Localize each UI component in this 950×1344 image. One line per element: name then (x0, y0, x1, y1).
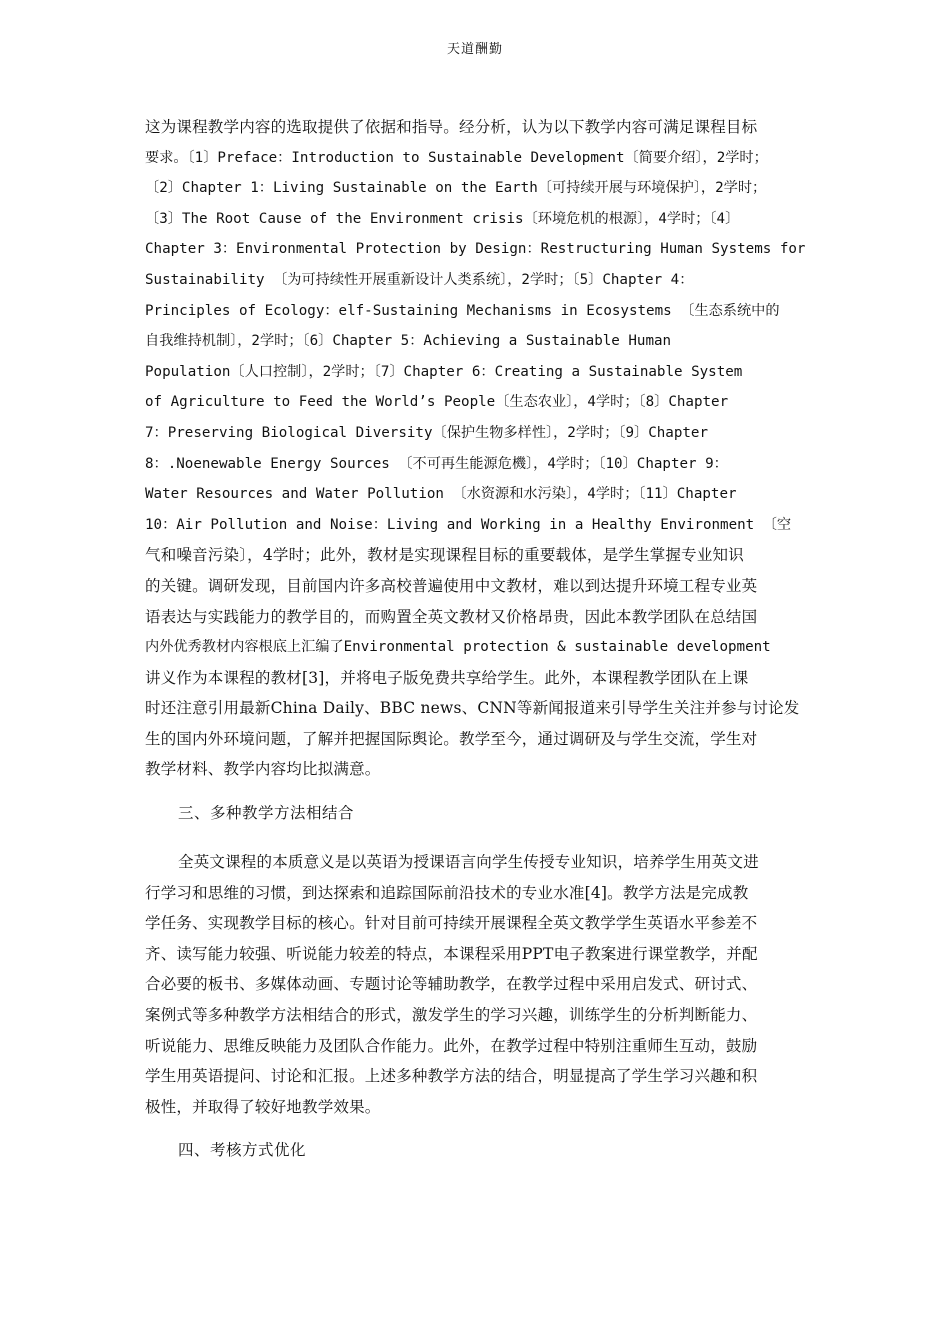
text-line: 内外优秀教材内容根底上汇编了Environmental protection & sustainable development (145, 639, 771, 656)
text-line: 这为课程教学内容的选取提供了依据和指导。经分析，认为以下教学内容可满足课程目标 (145, 118, 758, 136)
paragraph-teaching-content (145, 112, 807, 785)
text-line: 学任务、实现教学目标的核心。针对目前可持续开展课程全英文教学学生英语水平参差不 (145, 914, 758, 933)
text-line: 的关键。调研发现，目前国内许多高校普遍使用中文教材，难以到达提升环境工程专业英 (145, 576, 758, 595)
text-line: 生的国内外环境问题，了解并把握国际舆论。教学至今，通过调研及与学生交流，学生对 (145, 729, 758, 748)
section-heading-assessment: 四、考核方式优化 (178, 1141, 307, 1159)
text-line: 〔3〕The Root Cause of the Environment crisis〔环境危机的根源〕，4学时；〔4〕 (145, 210, 740, 227)
text-line: 气和噪音污染〕，4学时；此外，教材是实现课程目标的重要载体，是学生掌握专业知识 (145, 546, 744, 565)
text-line: 语表达与实践能力的教学目的，而购置全英文教材又价格昂贵，因此本教学团队在总结国 (145, 607, 758, 626)
text-line: Population〔人口控制〕，2学时；〔7〕Chapter 6：Creating a Sustainable System (145, 363, 743, 380)
text-line: 自我维持机制〕，2学时；〔6〕Chapter 5：Achieving a Sustainable Human (145, 333, 672, 350)
text-line: 学生用英语提问、讨论和汇报。上述多种教学方法的结合，明显提高了学生学习兴趣和积 (145, 1067, 758, 1086)
text-line: 讲义作为本课程的教材[3]，并将电子版免费共享给学生。此外，本课程教学团队在上课 (145, 668, 749, 687)
text-line: 10：Air Pollution and Noise：Living and Working in a Healthy Environment 〔空 (145, 516, 792, 533)
text-line: 听说能力、思维反映能力及团队合作能力。此外，在教学过程中特别注重师生互动，鼓励 (145, 1036, 758, 1055)
text-line: Water Resources and Water Pollution 〔水资源和水污染〕，4学时；〔11〕Chapter (145, 486, 737, 503)
text-line: 齐、读写能力较强、听说能力较差的特点，本课程采用PPT电子教案进行课堂教学，并配 (145, 944, 758, 963)
text-line: 全英文课程的本质意义是以英语为授课语言向学生传授专业知识，培养学生用英文进 (178, 853, 759, 871)
text-line: 极性，并取得了较好地教学效果。 (145, 1097, 381, 1116)
text-line: Chapter 3：Environmental Protection by Design：Restructuring Human Systems for (145, 241, 806, 258)
page-header: 天道酬勤 (446, 42, 503, 57)
text-line: 要求。〔1〕Preface：Introduction to Sustainable Development〔简要介绍〕，2学时； (145, 149, 768, 166)
text-line: 8：.Noenewable Energy Sources 〔不可再生能源危機〕，4学时；〔10〕Chapter 9： (145, 455, 728, 472)
text-line: Principles of Ecology：elf-Sustaining Mechanisms in Ecosystems 〔生态系统中的 (145, 302, 780, 319)
text-line: of Agriculture to Feed the World’s People〔生态农业〕，4学时；〔8〕Chapter (145, 394, 729, 411)
text-line: 7：Preserving Biological Diversity〔保护生物多样性〕，2学时；〔9〕Chapter (145, 424, 709, 441)
text-line: 教学材料、教学内容均比拟满意。 (145, 760, 381, 779)
text-line: 时还注意引用最新China Daily、BBC news、CNN等新闻报道来引导学生关注并参与讨论发 (145, 699, 800, 718)
text-line: 行学习和思维的习惯，到达探索和追踪国际前沿技术的专业水准[4]。教学方法是完成教 (145, 883, 749, 902)
text-line: 〔2〕Chapter 1：Living Sustainable on the Earth〔可持续开展与环境保护〕，2学时； (145, 180, 767, 197)
text-line: Sustainability 〔为可持续性开展重新设计人类系统〕，2学时；〔5〕Chapter 4： (145, 271, 694, 288)
section-heading-teaching-methods: 三、多种教学方法相结合 (178, 804, 355, 822)
paragraph-teaching-methods (145, 847, 807, 1122)
text-line: 合必要的板书、多媒体动画、专题讨论等辅助教学，在教学过程中采用启发式、研讨式、 (145, 975, 758, 994)
text-line: 案例式等多种教学方法相结合的形式，激发学生的学习兴趣，训练学生的分析判断能力、 (145, 1005, 758, 1024)
